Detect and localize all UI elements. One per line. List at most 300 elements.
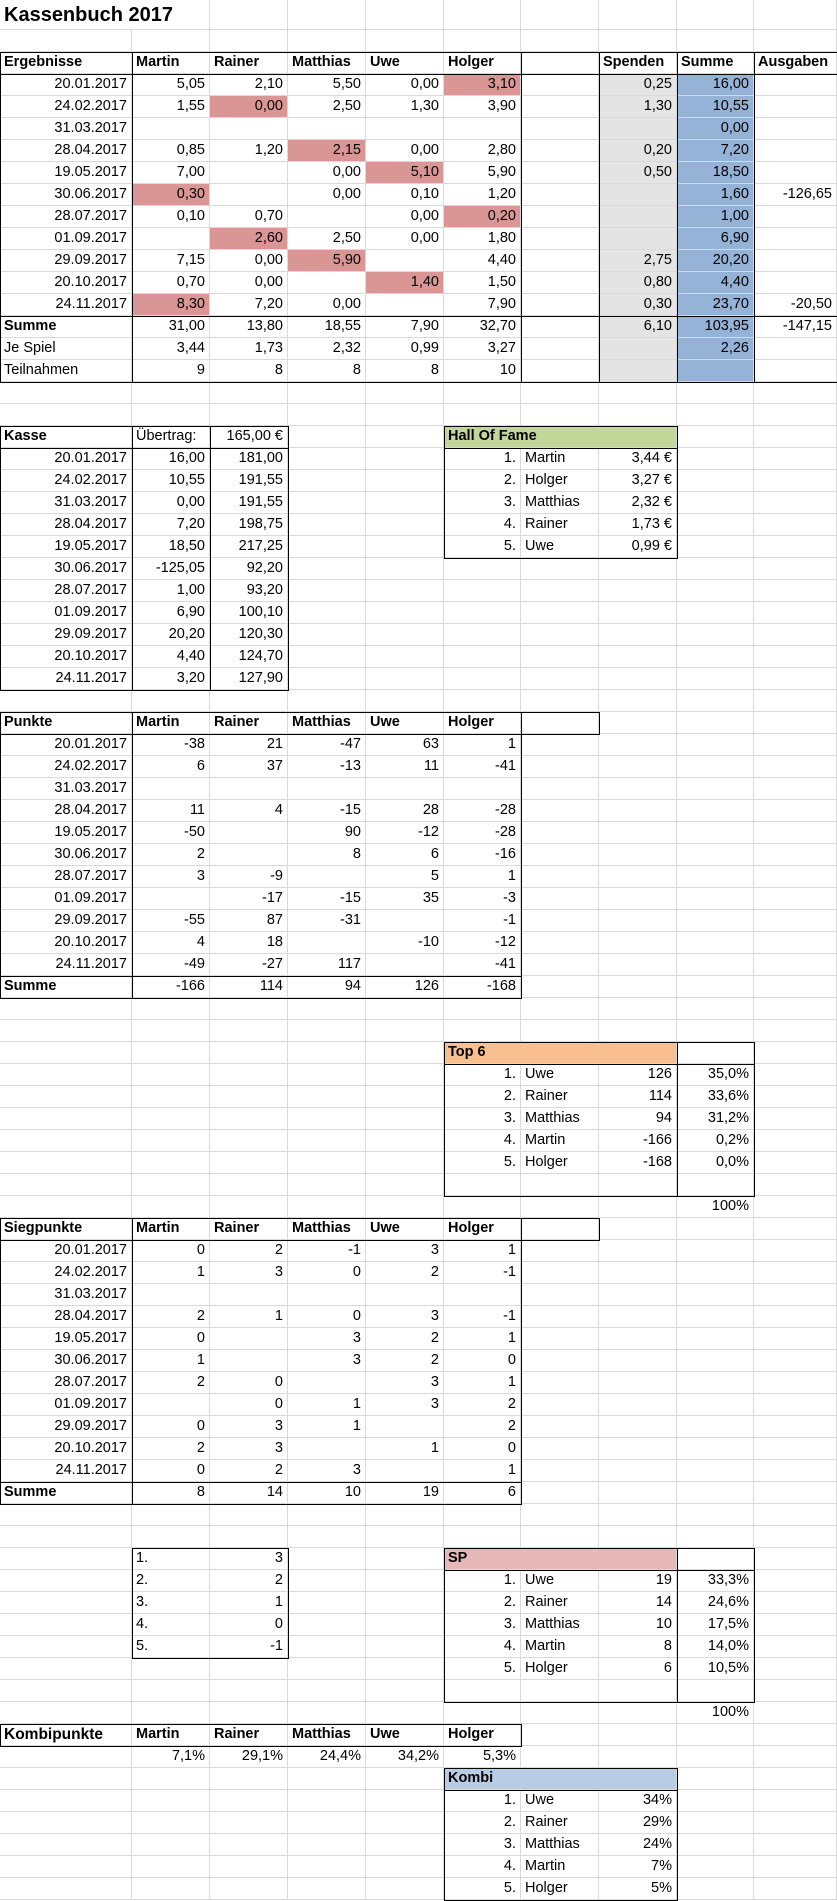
je-spiel-label[interactable]: Je Spiel: [0, 338, 132, 360]
value-cell[interactable]: 2: [366, 1262, 444, 1284]
date-cell[interactable]: 20.01.2017: [0, 1240, 132, 1262]
value-cell[interactable]: 11: [132, 800, 210, 822]
date-cell[interactable]: 01.09.2017: [0, 228, 132, 250]
player-name[interactable]: Matthias: [521, 492, 599, 514]
value-cell[interactable]: 3,10: [444, 74, 521, 96]
summe-cell[interactable]: 8: [132, 1482, 210, 1504]
ergebnisse-header[interactable]: Ergebnisse: [0, 52, 132, 74]
value-cell[interactable]: 0,99 €: [599, 536, 677, 558]
value-cell[interactable]: 92,20: [210, 558, 288, 580]
player-name[interactable]: Rainer: [521, 514, 599, 536]
empty-cell[interactable]: [521, 998, 599, 1020]
empty-cell[interactable]: [677, 778, 754, 800]
empty-cell[interactable]: [210, 1856, 288, 1878]
empty-cell[interactable]: [288, 0, 366, 30]
empty-cell[interactable]: [366, 1790, 444, 1812]
empty-cell[interactable]: [599, 976, 677, 998]
empty-cell[interactable]: [366, 998, 444, 1020]
je-spiel-cell[interactable]: [754, 338, 837, 360]
value-cell[interactable]: 0,00: [288, 162, 366, 184]
empty-cell[interactable]: [444, 1702, 521, 1724]
value-cell[interactable]: [754, 206, 837, 228]
empty-cell[interactable]: [0, 1878, 132, 1900]
value-cell[interactable]: 1,60: [677, 184, 754, 206]
empty-cell[interactable]: [754, 756, 837, 778]
rank-cell[interactable]: 4.: [444, 1130, 521, 1152]
value-cell[interactable]: 93,20: [210, 580, 288, 602]
summe-cell[interactable]: -166: [132, 976, 210, 998]
empty-cell[interactable]: [210, 998, 288, 1020]
empty-cell[interactable]: [677, 1284, 754, 1306]
empty-cell[interactable]: [366, 1042, 444, 1064]
value-cell[interactable]: -1: [444, 910, 521, 932]
je-spiel-cell[interactable]: [521, 338, 599, 360]
value-cell[interactable]: [599, 228, 677, 250]
empty-cell[interactable]: [754, 1196, 837, 1218]
value-cell[interactable]: -28: [444, 800, 521, 822]
empty-cell[interactable]: [599, 1174, 677, 1196]
empty-cell[interactable]: [599, 1394, 677, 1416]
empty-cell[interactable]: [521, 0, 599, 30]
empty-cell[interactable]: [521, 1196, 599, 1218]
empty-cell[interactable]: [366, 1878, 444, 1900]
column-header[interactable]: Matthias: [288, 712, 366, 734]
date-cell[interactable]: 30.06.2017: [0, 184, 132, 206]
value-cell[interactable]: -17: [210, 888, 288, 910]
empty-cell[interactable]: [210, 1108, 288, 1130]
empty-cell[interactable]: [132, 1504, 210, 1526]
column-header[interactable]: Matthias: [288, 1218, 366, 1240]
value-cell[interactable]: 8,30: [132, 294, 210, 316]
empty-cell[interactable]: [366, 1636, 444, 1658]
empty-cell[interactable]: [444, 646, 521, 668]
date-cell[interactable]: 24.02.2017: [0, 1262, 132, 1284]
empty-cell[interactable]: [599, 580, 677, 602]
value-cell[interactable]: [366, 294, 444, 316]
value-cell[interactable]: 23,70: [677, 294, 754, 316]
empty-cell[interactable]: [599, 1262, 677, 1284]
value-cell[interactable]: 4: [132, 932, 210, 954]
empty-cell[interactable]: [210, 382, 288, 404]
empty-cell[interactable]: [444, 1174, 521, 1196]
value-cell[interactable]: [366, 118, 444, 140]
player-name[interactable]: Uwe: [521, 1790, 599, 1812]
empty-cell[interactable]: [366, 1834, 444, 1856]
empty-cell[interactable]: [521, 668, 599, 690]
empty-cell[interactable]: [521, 646, 599, 668]
value-cell[interactable]: 2,60: [210, 228, 288, 250]
value-cell[interactable]: 1,50: [444, 272, 521, 294]
empty-cell[interactable]: [288, 558, 366, 580]
empty-cell[interactable]: [521, 1020, 599, 1042]
empty-cell[interactable]: [0, 1020, 132, 1042]
empty-cell[interactable]: [132, 1680, 210, 1702]
page-title[interactable]: Kassenbuch 2017: [0, 0, 210, 30]
empty-cell[interactable]: [0, 1174, 132, 1196]
value-cell[interactable]: 0,80: [599, 272, 677, 294]
value-cell[interactable]: 0: [210, 1372, 288, 1394]
rank-cell[interactable]: 3.: [444, 492, 521, 514]
empty-cell[interactable]: [210, 1174, 288, 1196]
empty-cell[interactable]: [132, 1790, 210, 1812]
empty-cell[interactable]: [677, 492, 754, 514]
value-cell[interactable]: 3: [366, 1394, 444, 1416]
value-cell[interactable]: -15: [288, 800, 366, 822]
empty-cell[interactable]: [599, 404, 677, 426]
empty-cell[interactable]: [0, 1790, 132, 1812]
empty-cell[interactable]: [754, 1240, 837, 1262]
empty-cell[interactable]: [366, 1174, 444, 1196]
value-cell[interactable]: [210, 118, 288, 140]
date-cell[interactable]: 31.03.2017: [0, 492, 132, 514]
empty-cell[interactable]: [366, 646, 444, 668]
player-name[interactable]: Rainer: [521, 1812, 599, 1834]
empty-cell[interactable]: [288, 1196, 366, 1218]
punkte-header[interactable]: Punkte: [0, 712, 132, 734]
empty-cell[interactable]: [210, 1196, 288, 1218]
value-cell[interactable]: [288, 1284, 366, 1306]
value-cell[interactable]: -20,50: [754, 294, 837, 316]
player-name[interactable]: Holger: [521, 470, 599, 492]
empty-cell[interactable]: [677, 690, 754, 712]
value-cell[interactable]: 1: [288, 1416, 366, 1438]
value-cell[interactable]: 0,85: [132, 140, 210, 162]
empty-cell[interactable]: [132, 1812, 210, 1834]
empty-cell[interactable]: [0, 1680, 132, 1702]
summe-cell[interactable]: 18,55: [288, 316, 366, 338]
top6-title[interactable]: Top 6: [444, 1042, 677, 1064]
empty-cell[interactable]: [677, 844, 754, 866]
player-name[interactable]: Rainer: [521, 1086, 599, 1108]
empty-cell[interactable]: [599, 1702, 677, 1724]
empty-cell[interactable]: [754, 1218, 837, 1240]
value-cell[interactable]: -12: [444, 932, 521, 954]
teilnahmen-cell[interactable]: 8: [366, 360, 444, 382]
value-cell[interactable]: 0: [132, 1240, 210, 1262]
value-cell[interactable]: [366, 1460, 444, 1482]
value-cell[interactable]: 2: [132, 1438, 210, 1460]
empty-cell[interactable]: [521, 1702, 599, 1724]
value-cell[interactable]: 20,20: [677, 250, 754, 272]
value-cell[interactable]: 0,10: [366, 184, 444, 206]
value-cell[interactable]: 1: [444, 1328, 521, 1350]
value-cell[interactable]: [521, 74, 599, 96]
empty-cell[interactable]: [132, 1768, 210, 1790]
empty-cell[interactable]: [288, 668, 366, 690]
value-cell[interactable]: 20,20: [132, 624, 210, 646]
value-cell[interactable]: 120,30: [210, 624, 288, 646]
empty-cell[interactable]: [677, 866, 754, 888]
player-name[interactable]: Martin: [521, 448, 599, 470]
empty-cell[interactable]: [599, 844, 677, 866]
value-cell[interactable]: 94: [599, 1108, 677, 1130]
empty-cell[interactable]: [521, 712, 599, 734]
empty-cell[interactable]: [521, 1240, 599, 1262]
percent-cell[interactable]: 7%: [599, 1856, 677, 1878]
empty-cell[interactable]: [366, 1196, 444, 1218]
empty-cell[interactable]: [521, 954, 599, 976]
value-cell[interactable]: 1: [210, 1306, 288, 1328]
empty-cell[interactable]: [288, 470, 366, 492]
empty-cell[interactable]: [444, 0, 521, 30]
value-cell[interactable]: [210, 162, 288, 184]
value-cell[interactable]: 2: [132, 844, 210, 866]
summe-cell[interactable]: 103,95: [677, 316, 754, 338]
empty-cell[interactable]: [444, 404, 521, 426]
value-cell[interactable]: 3,20: [132, 668, 210, 690]
value-cell[interactable]: 3: [366, 1240, 444, 1262]
empty-cell[interactable]: [521, 1306, 599, 1328]
column-header[interactable]: Holger: [444, 712, 521, 734]
empty-cell[interactable]: [444, 998, 521, 1020]
empty-cell[interactable]: [521, 844, 599, 866]
empty-cell[interactable]: [210, 1064, 288, 1086]
value-cell[interactable]: 1,20: [444, 184, 521, 206]
summe-cell[interactable]: 6: [444, 1482, 521, 1504]
empty-cell[interactable]: [521, 690, 599, 712]
value-cell[interactable]: 7,00: [132, 162, 210, 184]
empty-cell[interactable]: [677, 470, 754, 492]
rank-cell[interactable]: 1.: [132, 1548, 210, 1570]
empty-cell[interactable]: [521, 1438, 599, 1460]
value-cell[interactable]: 100,10: [210, 602, 288, 624]
empty-cell[interactable]: [521, 1218, 599, 1240]
empty-cell[interactable]: [599, 646, 677, 668]
empty-cell[interactable]: [754, 1548, 837, 1570]
je-spiel-cell[interactable]: 0,99: [366, 338, 444, 360]
empty-cell[interactable]: [599, 624, 677, 646]
value-cell[interactable]: 3: [210, 1416, 288, 1438]
empty-cell[interactable]: [366, 1020, 444, 1042]
value-cell[interactable]: [754, 74, 837, 96]
empty-cell[interactable]: [677, 624, 754, 646]
value-cell[interactable]: [754, 140, 837, 162]
column-header[interactable]: Matthias: [288, 1724, 366, 1746]
empty-cell[interactable]: [754, 1372, 837, 1394]
value-cell[interactable]: [132, 888, 210, 910]
player-name[interactable]: Martin: [521, 1636, 599, 1658]
value-cell[interactable]: 16,00: [132, 448, 210, 470]
value-cell[interactable]: 35: [366, 888, 444, 910]
je-spiel-cell[interactable]: 1,73: [210, 338, 288, 360]
player-name[interactable]: Martin: [521, 1130, 599, 1152]
empty-cell[interactable]: [754, 426, 837, 448]
value-cell[interactable]: [210, 1284, 288, 1306]
percent-cell[interactable]: 29,1%: [210, 1746, 288, 1768]
value-cell[interactable]: 4,40: [677, 272, 754, 294]
empty-cell[interactable]: [0, 1768, 132, 1790]
empty-cell[interactable]: [288, 426, 366, 448]
value-cell[interactable]: 6: [366, 844, 444, 866]
value-cell[interactable]: 3: [366, 1306, 444, 1328]
empty-cell[interactable]: [677, 646, 754, 668]
empty-cell[interactable]: [521, 1284, 599, 1306]
percent-cell[interactable]: 5%: [599, 1878, 677, 1900]
value-cell[interactable]: 2: [366, 1350, 444, 1372]
player-name[interactable]: Holger: [521, 1152, 599, 1174]
value-cell[interactable]: [599, 206, 677, 228]
hall-of-fame-title[interactable]: Hall Of Fame: [444, 426, 677, 448]
empty-cell[interactable]: [677, 382, 754, 404]
je-spiel-cell[interactable]: 2,26: [677, 338, 754, 360]
rank-cell[interactable]: 2.: [132, 1570, 210, 1592]
summe-cell[interactable]: 31,00: [132, 316, 210, 338]
value-cell[interactable]: 1: [444, 866, 521, 888]
empty-cell[interactable]: [210, 1702, 288, 1724]
empty-cell[interactable]: [599, 1284, 677, 1306]
empty-cell[interactable]: [0, 1592, 132, 1614]
percent-cell[interactable]: 35,0%: [677, 1064, 754, 1086]
empty-cell[interactable]: [754, 1724, 837, 1746]
value-cell[interactable]: 0,20: [599, 140, 677, 162]
empty-cell[interactable]: [210, 690, 288, 712]
empty-cell[interactable]: [366, 470, 444, 492]
value-cell[interactable]: -126,65: [754, 184, 837, 206]
empty-cell[interactable]: [754, 536, 837, 558]
empty-cell[interactable]: [599, 1306, 677, 1328]
value-cell[interactable]: 6: [599, 1658, 677, 1680]
empty-cell[interactable]: [677, 1372, 754, 1394]
value-cell[interactable]: 1: [288, 1394, 366, 1416]
empty-cell[interactable]: [754, 1636, 837, 1658]
empty-cell[interactable]: [754, 1328, 837, 1350]
value-cell[interactable]: -3: [444, 888, 521, 910]
value-cell[interactable]: -41: [444, 756, 521, 778]
date-cell[interactable]: 01.09.2017: [0, 602, 132, 624]
value-cell[interactable]: -47: [288, 734, 366, 756]
empty-cell[interactable]: [599, 0, 677, 30]
value-cell[interactable]: 2,10: [210, 74, 288, 96]
summe-label[interactable]: Summe: [0, 316, 132, 338]
date-cell[interactable]: 19.05.2017: [0, 536, 132, 558]
date-cell[interactable]: 28.04.2017: [0, 1306, 132, 1328]
empty-cell[interactable]: [444, 558, 521, 580]
empty-cell[interactable]: [132, 1086, 210, 1108]
empty-cell[interactable]: [444, 1680, 521, 1702]
empty-cell[interactable]: [599, 954, 677, 976]
empty-cell[interactable]: [677, 404, 754, 426]
empty-cell[interactable]: [599, 1746, 677, 1768]
value-cell[interactable]: 5: [366, 866, 444, 888]
value-cell[interactable]: 4,40: [132, 646, 210, 668]
empty-cell[interactable]: [754, 1878, 837, 1900]
empty-cell[interactable]: [754, 1680, 837, 1702]
empty-cell[interactable]: [754, 1438, 837, 1460]
value-cell[interactable]: 4: [210, 800, 288, 822]
date-cell[interactable]: 31.03.2017: [0, 118, 132, 140]
empty-cell[interactable]: [677, 998, 754, 1020]
value-cell[interactable]: 5,50: [288, 74, 366, 96]
value-cell[interactable]: [521, 272, 599, 294]
value-cell[interactable]: 3: [210, 1262, 288, 1284]
empty-cell[interactable]: [288, 1834, 366, 1856]
empty-cell[interactable]: [288, 492, 366, 514]
value-cell[interactable]: -49: [132, 954, 210, 976]
empty-cell[interactable]: [521, 1174, 599, 1196]
empty-cell[interactable]: [366, 1592, 444, 1614]
value-cell[interactable]: -166: [599, 1130, 677, 1152]
empty-cell[interactable]: [677, 558, 754, 580]
empty-cell[interactable]: [677, 1240, 754, 1262]
summe-cell[interactable]: -168: [444, 976, 521, 998]
empty-cell[interactable]: [366, 1548, 444, 1570]
date-cell[interactable]: 31.03.2017: [0, 1284, 132, 1306]
empty-cell[interactable]: [754, 1284, 837, 1306]
empty-cell[interactable]: [210, 1658, 288, 1680]
rank-cell[interactable]: 5.: [444, 536, 521, 558]
date-cell[interactable]: 29.09.2017: [0, 1416, 132, 1438]
empty-cell[interactable]: [754, 954, 837, 976]
je-spiel-cell[interactable]: 3,27: [444, 338, 521, 360]
empty-cell[interactable]: [366, 580, 444, 602]
value-cell[interactable]: 0,00: [132, 492, 210, 514]
value-cell[interactable]: 2,32 €: [599, 492, 677, 514]
empty-cell[interactable]: [754, 0, 837, 30]
empty-cell[interactable]: [677, 712, 754, 734]
empty-cell[interactable]: [677, 514, 754, 536]
value-cell[interactable]: 2,50: [288, 96, 366, 118]
empty-cell[interactable]: [0, 30, 132, 52]
value-cell[interactable]: 1: [444, 734, 521, 756]
value-cell[interactable]: 3: [210, 1438, 288, 1460]
value-cell[interactable]: -12: [366, 822, 444, 844]
value-cell[interactable]: -1: [288, 1240, 366, 1262]
empty-cell[interactable]: [754, 624, 837, 646]
value-cell[interactable]: 0: [132, 1460, 210, 1482]
empty-cell[interactable]: [132, 1064, 210, 1086]
empty-cell[interactable]: [132, 1834, 210, 1856]
empty-cell[interactable]: [288, 1130, 366, 1152]
value-cell[interactable]: [444, 778, 521, 800]
empty-cell[interactable]: [521, 580, 599, 602]
column-header[interactable]: Rainer: [210, 1218, 288, 1240]
value-cell[interactable]: -50: [132, 822, 210, 844]
empty-cell[interactable]: [677, 1768, 754, 1790]
empty-cell[interactable]: [210, 1812, 288, 1834]
empty-cell[interactable]: [366, 514, 444, 536]
date-cell[interactable]: 19.05.2017: [0, 162, 132, 184]
value-cell[interactable]: 0: [132, 1328, 210, 1350]
column-header[interactable]: Uwe: [366, 1218, 444, 1240]
column-header[interactable]: Holger: [444, 1724, 521, 1746]
empty-cell[interactable]: [444, 668, 521, 690]
empty-cell[interactable]: [599, 602, 677, 624]
empty-cell[interactable]: [677, 1042, 754, 1064]
empty-cell[interactable]: [366, 1812, 444, 1834]
date-cell[interactable]: 28.04.2017: [0, 514, 132, 536]
value-cell[interactable]: [521, 206, 599, 228]
empty-cell[interactable]: [521, 1680, 599, 1702]
empty-cell[interactable]: [599, 1724, 677, 1746]
empty-cell[interactable]: [521, 624, 599, 646]
empty-cell[interactable]: [210, 1086, 288, 1108]
date-cell[interactable]: 24.02.2017: [0, 470, 132, 492]
empty-cell[interactable]: [754, 976, 837, 998]
empty-cell[interactable]: [599, 1460, 677, 1482]
empty-cell[interactable]: [677, 1680, 754, 1702]
empty-cell[interactable]: [754, 1042, 837, 1064]
value-cell[interactable]: 3: [288, 1460, 366, 1482]
empty-cell[interactable]: [599, 998, 677, 1020]
value-cell[interactable]: [210, 1350, 288, 1372]
value-cell[interactable]: 1: [444, 1240, 521, 1262]
value-cell[interactable]: 37: [210, 756, 288, 778]
value-cell[interactable]: 6,90: [132, 602, 210, 624]
value-cell[interactable]: 87: [210, 910, 288, 932]
empty-cell[interactable]: [754, 1174, 837, 1196]
empty-cell[interactable]: [677, 1526, 754, 1548]
empty-cell[interactable]: [288, 602, 366, 624]
